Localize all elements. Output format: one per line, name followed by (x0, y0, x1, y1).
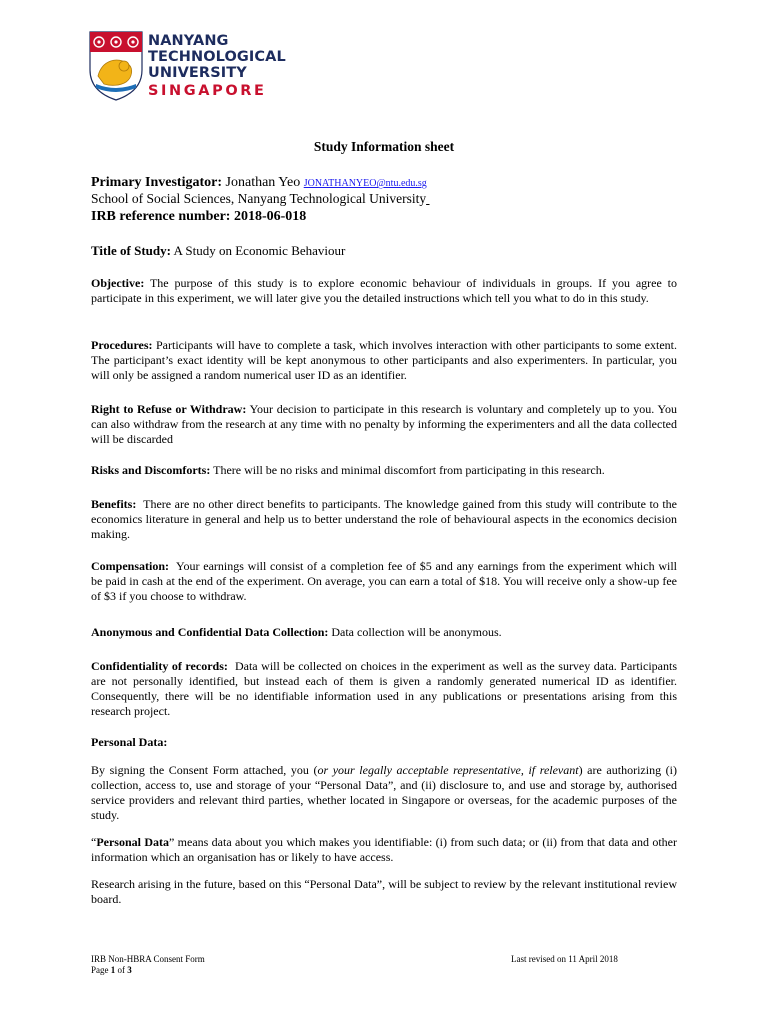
logo-line-2: TECHNOLOGICAL (148, 49, 286, 65)
procedures-text: Participants will have to complete a task, which involves interaction with other participants to some extent. The participant’s exact identity will be kept anonymous to other participants and also experimenters. In particular, you will only be assigned a random numerical user ID as an identifier. (91, 338, 677, 382)
logo-line-3: UNIVERSITY (148, 65, 247, 81)
risks-text: There will be no risks and minimal discomfort from participating in this research. (210, 463, 605, 477)
ntu-crest-icon (88, 30, 144, 102)
confidentiality-label: Confidentiality of records: (91, 659, 228, 673)
pd2-text: ” means data about you which makes you identifiable: (i) from such data; or (ii) from that data and other information which an organisation has or likely to have access. (91, 835, 677, 864)
irb-label: IRB reference number: (91, 209, 234, 224)
primary-investigator (91, 174, 691, 192)
footer-page-total: 3 (127, 965, 132, 975)
refuse-text: Your decision to participate in this research is voluntary and completely up to you. You can also withdraw from the research at any time with no penalty by informing the experimenters and all the data collected will be discarded (91, 402, 677, 446)
personal-data-paragraph-1 (91, 763, 677, 823)
irb-value: 2018-06-018 (233, 209, 307, 224)
section-objective (91, 276, 677, 306)
tos-value: A Study on Economic Behaviour (170, 243, 346, 258)
ntu-logo (88, 30, 288, 102)
benefits-text: There are no other direct benefits to participants. The knowledge gained from this study will contribute to the economics literature in general and help us to better understand the role of behavioural aspects in the economics decision making. (91, 497, 680, 541)
logo-line-1: NANYANG (148, 33, 229, 49)
section-risks (91, 463, 677, 478)
pd3-text: Research arising in the future, based on this “Personal Data”, will be subject to review by the relevant institutional review board. (91, 877, 677, 906)
school-name: School of Social Sciences, Nanyang Technological University (91, 191, 427, 206)
logo-line-4: SINGAPORE (148, 83, 267, 99)
school-affiliation (91, 191, 429, 207)
title-of-study (91, 243, 345, 259)
section-compensation (91, 559, 680, 604)
pd1-text-b: ) are authorizing (i) collection, access to, use and storage of your “Personal Data”, and (ii) disclosure to, and use and storage by, authorised service providers and relevant third parties, whether located in Singapore or overseas, for the academic purposes of the study. (91, 763, 677, 822)
section-refuse-withdraw (91, 402, 677, 447)
irb-reference (91, 208, 306, 225)
section-anonymous (91, 625, 677, 640)
pi-name: Jonathan Yeo (222, 175, 304, 190)
footer-page-number (91, 965, 132, 976)
pd2-bold: Personal Data (96, 835, 169, 849)
page-title: Study Information sheet (313, 139, 455, 154)
confidentiality-text: Data will be collected on choices in the experiment as well as the survey data. Participants are not personally identified, but instead each of them is given a randomly generated numerical ID as identifier. Consequently, there will be no identifiable information used in any publications or presentations arising from this research project. (91, 659, 680, 718)
pd2-open-quote: “ (91, 835, 97, 849)
pi-email-link[interactable]: JONATHANYEO@ntu.edu.sg (303, 178, 427, 189)
section-procedures (91, 338, 677, 383)
pi-label: Primary Investigator: (91, 175, 223, 190)
footer-revised-date: Last revised on 11 April 2018 (511, 954, 618, 964)
compensation-text: Your earnings will consist of a completion fee of $5 and any earnings from the experiment which will be paid in cash at the end of the experiment. On average, you can earn a total of $18. You will receive only a show-up fee of $3 if you choose to withdraw. (91, 559, 680, 603)
footer-page-of: of (115, 965, 128, 975)
objective-text: The purpose of this study is to explore economic behaviour of individuals in groups. If you agree to participate in this experiment, we will later give you the detailed instructions which tell you what to do in this study. (91, 276, 677, 305)
footer-form-name: IRB Non-HBRA Consent Form (91, 954, 205, 964)
objective-label: Objective: (91, 276, 145, 290)
personal-data-paragraph-3 (91, 877, 677, 907)
section-benefits (91, 497, 680, 542)
personal-data-paragraph-2 (91, 835, 677, 865)
section-confidentiality (91, 659, 680, 719)
anonymous-text: Data collection will be anonymous. (328, 625, 502, 639)
pd1-text-italic: or your legally acceptable representative, if relevant (317, 763, 579, 777)
compensation-label: Compensation: (91, 559, 170, 573)
footer-page-prefix: Page (91, 965, 111, 975)
procedures-label: Procedures: (91, 338, 153, 352)
tos-label: Title of Study: (91, 243, 171, 258)
risks-label: Risks and Discomforts: (91, 463, 211, 477)
pd1-text-a: By signing the Consent Form attached, you ( (91, 763, 318, 777)
anonymous-label: Anonymous and Confidential Data Collection: (91, 625, 329, 639)
benefits-label: Benefits: (91, 497, 137, 511)
section-personal-data-heading (91, 735, 677, 750)
personal-data-heading: Personal Data: (91, 735, 168, 749)
footer-page-num: 1 (110, 965, 116, 975)
refuse-label: Right to Refuse or Withdraw: (91, 402, 247, 416)
